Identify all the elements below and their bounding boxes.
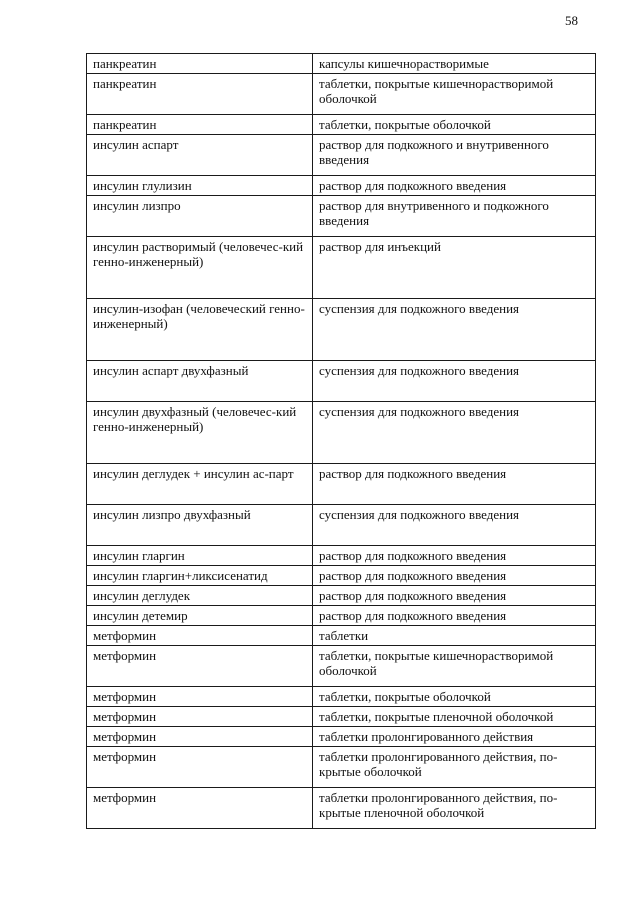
table-row — [87, 402, 596, 464]
drug-name-cell: инсулин лизпро — [87, 196, 313, 237]
table-row — [87, 687, 596, 707]
table-row — [87, 505, 596, 546]
drug-name-cell: инсулин растворимый (человечес-кий генно-инженерный) — [87, 237, 313, 299]
dosage-form-cell: таблетки, покрытые кишечнорастворимой оболочкой — [313, 74, 596, 115]
drug-form-table — [86, 53, 596, 829]
dosage-form-cell: капсулы кишечнорастворимые — [313, 54, 596, 74]
drug-name-cell: инсулин аспарт — [87, 135, 313, 176]
drug-name-cell: инсулин детемир — [87, 606, 313, 626]
dosage-form-cell: таблетки, покрытые оболочкой — [313, 687, 596, 707]
page-number: 58 — [565, 13, 578, 28]
dosage-form-cell: раствор для подкожного введения — [313, 606, 596, 626]
table-row — [87, 54, 596, 74]
dosage-form-cell: раствор для инъекций — [313, 237, 596, 299]
drug-name-cell: метформин — [87, 707, 313, 727]
drug-name-cell: инсулин-изофан (человеческий генно-инженерный) — [87, 299, 313, 361]
dosage-form-cell: таблетки, покрытые кишечнорастворимой оболочкой — [313, 646, 596, 687]
dosage-form-cell: раствор для внутривенного и подкожного введения — [313, 196, 596, 237]
table-row — [87, 566, 596, 586]
drug-name-cell: метформин — [87, 727, 313, 747]
table-row — [87, 176, 596, 196]
dosage-form-cell: раствор для подкожного введения — [313, 546, 596, 566]
dosage-form-cell: таблетки пролонгированного действия — [313, 727, 596, 747]
drug-name-cell: инсулин глулизин — [87, 176, 313, 196]
drug-name-cell: метформин — [87, 646, 313, 687]
table-row — [87, 115, 596, 135]
table-row — [87, 361, 596, 402]
drug-name-cell: инсулин аспарт двухфазный — [87, 361, 313, 402]
dosage-form-cell: раствор для подкожного введения — [313, 464, 596, 505]
table-body — [87, 54, 596, 829]
table-row — [87, 707, 596, 727]
table-row — [87, 626, 596, 646]
table-row — [87, 74, 596, 115]
table-row — [87, 546, 596, 566]
dosage-form-cell: раствор для подкожного введения — [313, 176, 596, 196]
drug-name-cell: метформин — [87, 747, 313, 788]
drug-name-cell: инсулин двухфазный (человечес-кий генно-инженерный) — [87, 402, 313, 464]
drug-name-cell: метформин — [87, 626, 313, 646]
table-row — [87, 586, 596, 606]
drug-name-cell: панкреатин — [87, 54, 313, 74]
table-row — [87, 196, 596, 237]
dosage-form-cell: таблетки — [313, 626, 596, 646]
table-row — [87, 788, 596, 829]
drug-name-cell: метформин — [87, 687, 313, 707]
dosage-form-cell: раствор для подкожного и внутривенного введения — [313, 135, 596, 176]
drug-name-cell: метформин — [87, 788, 313, 829]
dosage-form-cell: таблетки, покрытые оболочкой — [313, 115, 596, 135]
table-row — [87, 299, 596, 361]
dosage-form-cell: раствор для подкожного введения — [313, 566, 596, 586]
table-row — [87, 727, 596, 747]
table-row — [87, 135, 596, 176]
dosage-form-cell: суспензия для подкожного введения — [313, 299, 596, 361]
drug-name-cell: панкреатин — [87, 74, 313, 115]
dosage-form-cell: таблетки пролонгированного действия, по-крытые оболочкой — [313, 747, 596, 788]
dosage-form-cell: таблетки пролонгированного действия, по-крытые пленочной оболочкой — [313, 788, 596, 829]
table-row — [87, 747, 596, 788]
drug-name-cell: панкреатин — [87, 115, 313, 135]
drug-name-cell: инсулин гларгин+ликсисенатид — [87, 566, 313, 586]
drug-name-cell: инсулин гларгин — [87, 546, 313, 566]
drug-name-cell: инсулин лизпро двухфазный — [87, 505, 313, 546]
table-row — [87, 646, 596, 687]
table-row — [87, 606, 596, 626]
dosage-form-cell: раствор для подкожного введения — [313, 586, 596, 606]
drug-name-cell: инсулин деглудек + инсулин ас-парт — [87, 464, 313, 505]
table-row — [87, 464, 596, 505]
dosage-form-cell: таблетки, покрытые пленочной оболочкой — [313, 707, 596, 727]
drug-name-cell: инсулин деглудек — [87, 586, 313, 606]
dosage-form-cell: суспензия для подкожного введения — [313, 402, 596, 464]
dosage-form-cell: суспензия для подкожного введения — [313, 505, 596, 546]
table-row — [87, 237, 596, 299]
dosage-form-cell: суспензия для подкожного введения — [313, 361, 596, 402]
